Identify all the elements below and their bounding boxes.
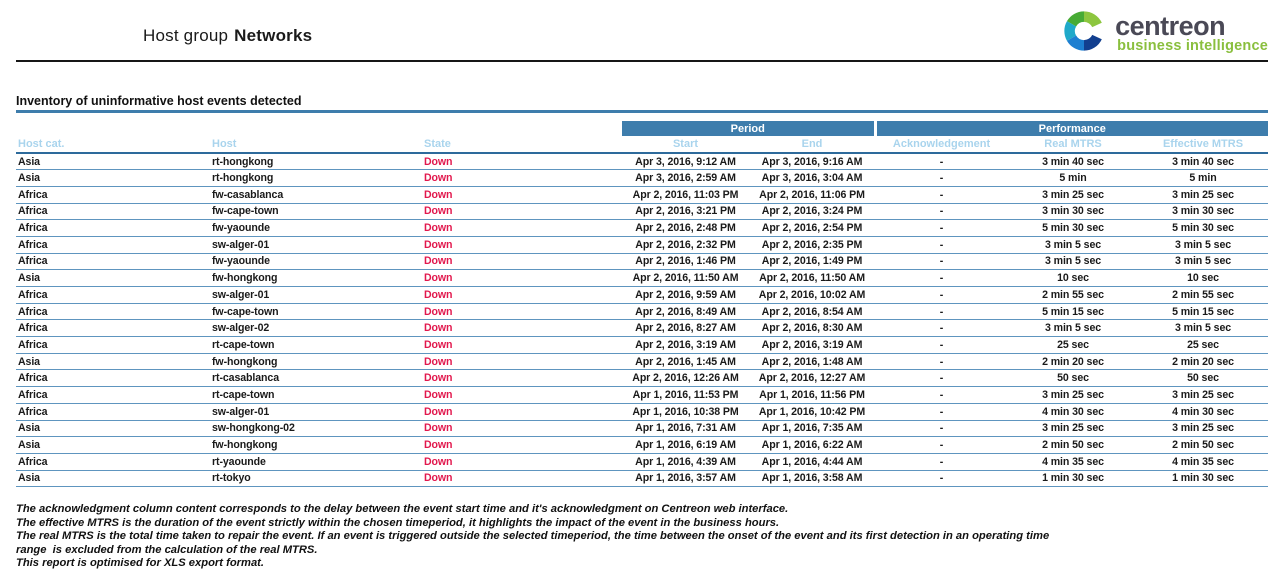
cell-host-cat: Africa xyxy=(16,453,210,470)
cell-effective-mtrs: 3 min 5 sec xyxy=(1138,236,1268,253)
cell-start: Apr 1, 2016, 3:57 AM xyxy=(622,470,749,487)
cell-state: Down xyxy=(422,453,622,470)
cell-start: Apr 1, 2016, 11:53 PM xyxy=(622,387,749,404)
cell-host-cat: Asia xyxy=(16,170,210,187)
cell-host: rt-cape-town xyxy=(210,387,422,404)
cell-effective-mtrs: 10 sec xyxy=(1138,270,1268,287)
cell-acknowledgement: - xyxy=(875,470,1008,487)
table-row xyxy=(16,387,1268,404)
cell-effective-mtrs: 3 min 25 sec xyxy=(1138,186,1268,203)
col-header-start: Start xyxy=(622,136,749,153)
cell-end: Apr 2, 2016, 8:30 AM xyxy=(749,320,875,337)
cell-host-cat: Africa xyxy=(16,203,210,220)
cell-host-cat: Asia xyxy=(16,153,210,170)
period-band-header: Period xyxy=(622,121,875,136)
cell-state: Down xyxy=(422,186,622,203)
cell-effective-mtrs: 4 min 30 sec xyxy=(1138,403,1268,420)
cell-host: rt-tokyo xyxy=(210,470,422,487)
cell-real-mtrs: 2 min 55 sec xyxy=(1008,287,1138,304)
cell-real-mtrs: 3 min 25 sec xyxy=(1008,186,1138,203)
cell-host: fw-hongkong xyxy=(210,437,422,454)
cell-effective-mtrs: 2 min 20 sec xyxy=(1138,353,1268,370)
cell-state: Down xyxy=(422,287,622,304)
cell-effective-mtrs: 3 min 25 sec xyxy=(1138,387,1268,404)
cell-host: sw-alger-01 xyxy=(210,287,422,304)
cell-acknowledgement: - xyxy=(875,153,1008,170)
table-row xyxy=(16,270,1268,287)
logo-brand: centreon xyxy=(1115,11,1226,41)
cell-end: Apr 2, 2016, 12:27 AM xyxy=(749,370,875,387)
cell-state: Down xyxy=(422,337,622,354)
cell-host-cat: Africa xyxy=(16,186,210,203)
cell-acknowledgement: - xyxy=(875,220,1008,237)
cell-state: Down xyxy=(422,320,622,337)
cell-host: fw-yaounde xyxy=(210,253,422,270)
cell-host-cat: Asia xyxy=(16,353,210,370)
cell-start: Apr 2, 2016, 9:59 AM xyxy=(622,287,749,304)
cell-end: Apr 1, 2016, 4:44 AM xyxy=(749,453,875,470)
cell-host: fw-yaounde xyxy=(210,220,422,237)
cell-state: Down xyxy=(422,153,622,170)
footnote-line: The acknowledgment column content corresponds to the delay between the event start time and it's acknowledgment on Centreon web interface. xyxy=(16,503,789,515)
cell-real-mtrs: 3 min 30 sec xyxy=(1008,203,1138,220)
cell-real-mtrs: 3 min 40 sec xyxy=(1008,153,1138,170)
cell-real-mtrs: 5 min xyxy=(1008,170,1138,187)
cell-start: Apr 2, 2016, 12:26 AM xyxy=(622,370,749,387)
centreon-logo xyxy=(1061,8,1268,59)
cell-host-cat: Africa xyxy=(16,287,210,304)
cell-host: sw-alger-01 xyxy=(210,403,422,420)
cell-start: Apr 2, 2016, 3:19 AM xyxy=(622,337,749,354)
cell-start: Apr 2, 2016, 3:21 PM xyxy=(622,203,749,220)
cell-acknowledgement: - xyxy=(875,320,1008,337)
cell-host-cat: Asia xyxy=(16,270,210,287)
footnotes xyxy=(16,503,1274,571)
cell-real-mtrs: 5 min 30 sec xyxy=(1008,220,1138,237)
cell-acknowledgement: - xyxy=(875,403,1008,420)
col-header-end: End xyxy=(749,136,875,153)
cell-acknowledgement: - xyxy=(875,437,1008,454)
cell-effective-mtrs: 2 min 55 sec xyxy=(1138,287,1268,304)
page-title-hostgroup: Networks xyxy=(234,26,313,45)
cell-effective-mtrs: 4 min 35 sec xyxy=(1138,453,1268,470)
cell-state: Down xyxy=(422,270,622,287)
cell-effective-mtrs: 5 min 15 sec xyxy=(1138,303,1268,320)
cell-end: Apr 2, 2016, 1:48 AM xyxy=(749,353,875,370)
table-row xyxy=(16,403,1268,420)
cell-host-cat: Asia xyxy=(16,420,210,437)
cell-effective-mtrs: 5 min xyxy=(1138,170,1268,187)
cell-acknowledgement: - xyxy=(875,270,1008,287)
cell-end: Apr 3, 2016, 3:04 AM xyxy=(749,170,875,187)
column-header-row xyxy=(16,136,1268,153)
cell-end: Apr 2, 2016, 2:54 PM xyxy=(749,220,875,237)
cell-end: Apr 2, 2016, 3:24 PM xyxy=(749,203,875,220)
cell-state: Down xyxy=(422,420,622,437)
col-header-host: Host xyxy=(210,136,422,153)
cell-start: Apr 2, 2016, 11:50 AM xyxy=(622,270,749,287)
cell-host-cat: Asia xyxy=(16,437,210,454)
cell-state: Down xyxy=(422,203,622,220)
cell-real-mtrs: 3 min 25 sec xyxy=(1008,420,1138,437)
cell-start: Apr 1, 2016, 7:31 AM xyxy=(622,420,749,437)
section-title-underline xyxy=(16,110,1268,113)
cell-end: Apr 1, 2016, 3:58 AM xyxy=(749,470,875,487)
cell-host-cat: Africa xyxy=(16,387,210,404)
cell-host-cat: Africa xyxy=(16,236,210,253)
cell-host: fw-cape-town xyxy=(210,203,422,220)
cell-real-mtrs: 25 sec xyxy=(1008,337,1138,354)
cell-state: Down xyxy=(422,303,622,320)
cell-host: sw-alger-02 xyxy=(210,320,422,337)
cell-host: sw-alger-01 xyxy=(210,236,422,253)
cell-acknowledgement: - xyxy=(875,287,1008,304)
cell-effective-mtrs: 25 sec xyxy=(1138,337,1268,354)
cell-end: Apr 2, 2016, 8:54 AM xyxy=(749,303,875,320)
cell-real-mtrs: 4 min 30 sec xyxy=(1008,403,1138,420)
events-table xyxy=(16,121,1268,487)
cell-host-cat: Africa xyxy=(16,320,210,337)
cell-state: Down xyxy=(422,253,622,270)
cell-end: Apr 2, 2016, 11:50 AM xyxy=(749,270,875,287)
cell-host-cat: Africa xyxy=(16,370,210,387)
cell-end: Apr 1, 2016, 11:56 PM xyxy=(749,387,875,404)
cell-host-cat: Africa xyxy=(16,303,210,320)
cell-host: rt-casablanca xyxy=(210,370,422,387)
table-row xyxy=(16,220,1268,237)
page-title-prefix: Host group xyxy=(143,26,229,45)
cell-host-cat: Africa xyxy=(16,253,210,270)
group-header-spacer xyxy=(16,121,622,136)
cell-acknowledgement: - xyxy=(875,253,1008,270)
cell-start: Apr 1, 2016, 10:38 PM xyxy=(622,403,749,420)
cell-state: Down xyxy=(422,403,622,420)
footnote-line: The effective MTRS is the duration of the event strictly within the chosen timeperiod, it highlights the impact of the event in the business hours. xyxy=(16,516,780,529)
cell-end: Apr 1, 2016, 6:22 AM xyxy=(749,437,875,454)
cell-state: Down xyxy=(422,387,622,404)
cell-acknowledgement: - xyxy=(875,236,1008,253)
cell-host: sw-hongkong-02 xyxy=(210,420,422,437)
cell-real-mtrs: 10 sec xyxy=(1008,270,1138,287)
cell-host: rt-hongkong xyxy=(210,170,422,187)
cell-host: fw-casablanca xyxy=(210,186,422,203)
cell-real-mtrs: 3 min 5 sec xyxy=(1008,236,1138,253)
cell-start: Apr 2, 2016, 1:46 PM xyxy=(622,253,749,270)
col-header-acknowledgement: Acknowledgement xyxy=(875,136,1008,153)
centreon-c-icon xyxy=(1061,8,1107,59)
cell-effective-mtrs: 3 min 5 sec xyxy=(1138,320,1268,337)
table-row xyxy=(16,337,1268,354)
cell-state: Down xyxy=(422,353,622,370)
table-row xyxy=(16,453,1268,470)
header-divider xyxy=(16,60,1268,62)
table-row xyxy=(16,203,1268,220)
cell-start: Apr 2, 2016, 8:49 AM xyxy=(622,303,749,320)
cell-acknowledgement: - xyxy=(875,303,1008,320)
logo-text xyxy=(1115,13,1268,54)
cell-host: fw-hongkong xyxy=(210,353,422,370)
cell-acknowledgement: - xyxy=(875,337,1008,354)
cell-effective-mtrs: 3 min 40 sec xyxy=(1138,153,1268,170)
cell-state: Down xyxy=(422,220,622,237)
cell-real-mtrs: 5 min 15 sec xyxy=(1008,303,1138,320)
table-row xyxy=(16,186,1268,203)
table-row xyxy=(16,470,1268,487)
cell-real-mtrs: 1 min 30 sec xyxy=(1008,470,1138,487)
cell-host: rt-yaounde xyxy=(210,453,422,470)
table-row xyxy=(16,153,1268,170)
col-header-host-cat: Host cat. xyxy=(16,136,210,153)
cell-acknowledgement: - xyxy=(875,353,1008,370)
cell-state: Down xyxy=(422,170,622,187)
cell-real-mtrs: 3 min 25 sec xyxy=(1008,387,1138,404)
cell-end: Apr 2, 2016, 2:35 PM xyxy=(749,236,875,253)
col-header-real-mtrs: Real MTRS xyxy=(1008,136,1138,153)
table-row xyxy=(16,303,1268,320)
cell-start: Apr 2, 2016, 2:32 PM xyxy=(622,236,749,253)
cell-end: Apr 3, 2016, 9:16 AM xyxy=(749,153,875,170)
cell-real-mtrs: 4 min 35 sec xyxy=(1008,453,1138,470)
cell-host: rt-hongkong xyxy=(210,153,422,170)
cell-effective-mtrs: 3 min 30 sec xyxy=(1138,203,1268,220)
cell-state: Down xyxy=(422,370,622,387)
footnote-line: The real MTRS is the total time taken to repair the event. If an event is triggered outside the selected timeperiod, the time between the onset of the event and its first detection in an operating time xyxy=(16,530,1050,542)
cell-effective-mtrs: 2 min 50 sec xyxy=(1138,437,1268,454)
cell-acknowledgement: - xyxy=(875,186,1008,203)
cell-effective-mtrs: 3 min 5 sec xyxy=(1138,253,1268,270)
cell-start: Apr 1, 2016, 4:39 AM xyxy=(622,453,749,470)
col-header-state: State xyxy=(422,136,622,153)
cell-host-cat: Africa xyxy=(16,403,210,420)
cell-state: Down xyxy=(422,470,622,487)
cell-start: Apr 3, 2016, 2:59 AM xyxy=(622,170,749,187)
footnote-line: This report is optimised for XLS export format. xyxy=(16,557,265,569)
cell-effective-mtrs: 1 min 30 sec xyxy=(1138,470,1268,487)
cell-start: Apr 3, 2016, 9:12 AM xyxy=(622,153,749,170)
table-row xyxy=(16,320,1268,337)
cell-host-cat: Africa xyxy=(16,337,210,354)
group-header-row xyxy=(16,121,1268,136)
cell-acknowledgement: - xyxy=(875,370,1008,387)
table-row xyxy=(16,236,1268,253)
cell-host: fw-cape-town xyxy=(210,303,422,320)
cell-host: fw-hongkong xyxy=(210,270,422,287)
section-title: Inventory of uninformative host events detected xyxy=(16,94,302,108)
cell-acknowledgement: - xyxy=(875,203,1008,220)
cell-real-mtrs: 2 min 50 sec xyxy=(1008,437,1138,454)
cell-end: Apr 2, 2016, 10:02 AM xyxy=(749,287,875,304)
cell-host-cat: Africa xyxy=(16,220,210,237)
cell-end: Apr 2, 2016, 3:19 AM xyxy=(749,337,875,354)
cell-start: Apr 2, 2016, 1:45 AM xyxy=(622,353,749,370)
table-row xyxy=(16,287,1268,304)
col-header-effective-mtrs: Effective MTRS xyxy=(1138,136,1268,153)
table-body xyxy=(16,153,1268,487)
cell-acknowledgement: - xyxy=(875,453,1008,470)
cell-real-mtrs: 3 min 5 sec xyxy=(1008,253,1138,270)
cell-effective-mtrs: 50 sec xyxy=(1138,370,1268,387)
cell-start: Apr 2, 2016, 2:48 PM xyxy=(622,220,749,237)
table-row xyxy=(16,370,1268,387)
cell-acknowledgement: - xyxy=(875,420,1008,437)
table-row xyxy=(16,253,1268,270)
table-row xyxy=(16,170,1268,187)
table-row xyxy=(16,420,1268,437)
logo-tagline: business intelligence xyxy=(1117,38,1268,54)
cell-effective-mtrs: 5 min 30 sec xyxy=(1138,220,1268,237)
cell-start: Apr 2, 2016, 8:27 AM xyxy=(622,320,749,337)
cell-end: Apr 1, 2016, 10:42 PM xyxy=(749,403,875,420)
cell-end: Apr 1, 2016, 7:35 AM xyxy=(749,420,875,437)
table-row xyxy=(16,353,1268,370)
cell-start: Apr 1, 2016, 6:19 AM xyxy=(622,437,749,454)
cell-end: Apr 2, 2016, 11:06 PM xyxy=(749,186,875,203)
cell-state: Down xyxy=(422,236,622,253)
cell-end: Apr 2, 2016, 1:49 PM xyxy=(749,253,875,270)
cell-real-mtrs: 3 min 5 sec xyxy=(1008,320,1138,337)
page-title xyxy=(143,26,312,46)
cell-effective-mtrs: 3 min 25 sec xyxy=(1138,420,1268,437)
cell-host-cat: Asia xyxy=(16,470,210,487)
cell-host: rt-cape-town xyxy=(210,337,422,354)
cell-state: Down xyxy=(422,437,622,454)
footnote-line: range is excluded from the calculation of the real MTRS. xyxy=(16,543,318,556)
performance-band-header: Performance xyxy=(875,121,1268,136)
cell-acknowledgement: - xyxy=(875,170,1008,187)
cell-acknowledgement: - xyxy=(875,387,1008,404)
cell-real-mtrs: 50 sec xyxy=(1008,370,1138,387)
cell-start: Apr 2, 2016, 11:03 PM xyxy=(622,186,749,203)
cell-real-mtrs: 2 min 20 sec xyxy=(1008,353,1138,370)
table-row xyxy=(16,437,1268,454)
